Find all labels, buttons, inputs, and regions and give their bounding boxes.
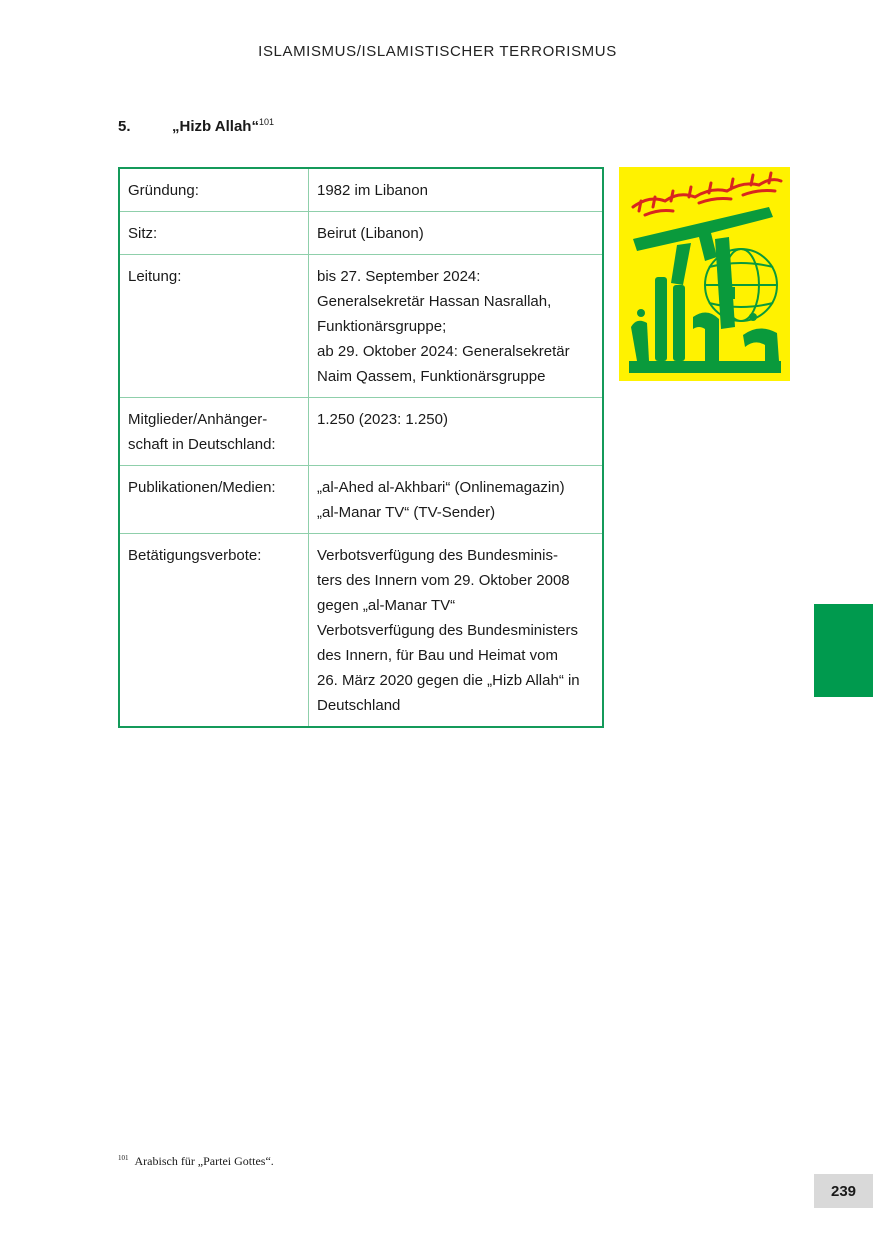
footnote-reference[interactable]: 101: [258, 117, 274, 127]
table-row: [119, 398, 603, 466]
table-row: [119, 255, 603, 398]
running-header: ISLAMISMUS/ISLAMISTISCHER TERRORISMUS: [258, 43, 617, 60]
organization-info-table: [118, 167, 604, 728]
row-label: Publikationen/Medien:: [119, 466, 309, 534]
table-row: [119, 168, 603, 212]
footnote-text: Arabisch für „Partei Gottes“.: [134, 1154, 274, 1168]
table-row: [119, 466, 603, 534]
red-script: [633, 173, 781, 215]
table-row: [119, 534, 603, 728]
row-label: Gründung:: [119, 168, 309, 212]
row-label: Leitung:: [119, 255, 309, 398]
rifle-arm: [633, 207, 773, 329]
hizb-allah-emblem: [619, 167, 790, 381]
section-title: „Hizb Allah“: [172, 118, 259, 135]
footnote: [118, 1154, 274, 1169]
row-value: 1982 im Libanon: [309, 168, 604, 212]
row-value: Beirut (Libanon): [309, 212, 604, 255]
page-number: 239: [814, 1174, 873, 1208]
row-value: „al-Ahed al-Akhbari“ (Onlinemagazin) „al-Manar TV“ (TV-Sender): [309, 466, 604, 534]
row-label: Mitglieder/Anhänger- schaft in Deutschland:: [119, 398, 309, 466]
row-label: Sitz:: [119, 212, 309, 255]
globe: [705, 249, 777, 321]
table-row: [119, 212, 603, 255]
section-heading: [118, 117, 274, 135]
chapter-tab: [814, 604, 873, 697]
row-value: 1.250 (2023: 1.250): [309, 398, 604, 466]
row-value: bis 27. September 2024: Generalsekretär Hassan Nasrallah, Funktionärsgruppe; ab 29. Oktober 2024: Generalsekretär Naim Qassem, Funktionärsgruppe: [309, 255, 604, 398]
emblem-drawing: [619, 167, 790, 381]
row-value: Verbotsverfügung des Bundesminis- ters des Innern vom 29. Oktober 2008 gegen „al-Manar TV“ Verbotsverfügung des Bundesministers des Innern, für Bau und Heimat vom 26. März 2020 gegen die „Hizb Allah“ in Deutschland: [309, 534, 604, 728]
footnote-number: 101: [118, 1154, 129, 1162]
row-label: Betätigungsverbote:: [119, 534, 309, 728]
section-number: 5.: [118, 118, 131, 135]
